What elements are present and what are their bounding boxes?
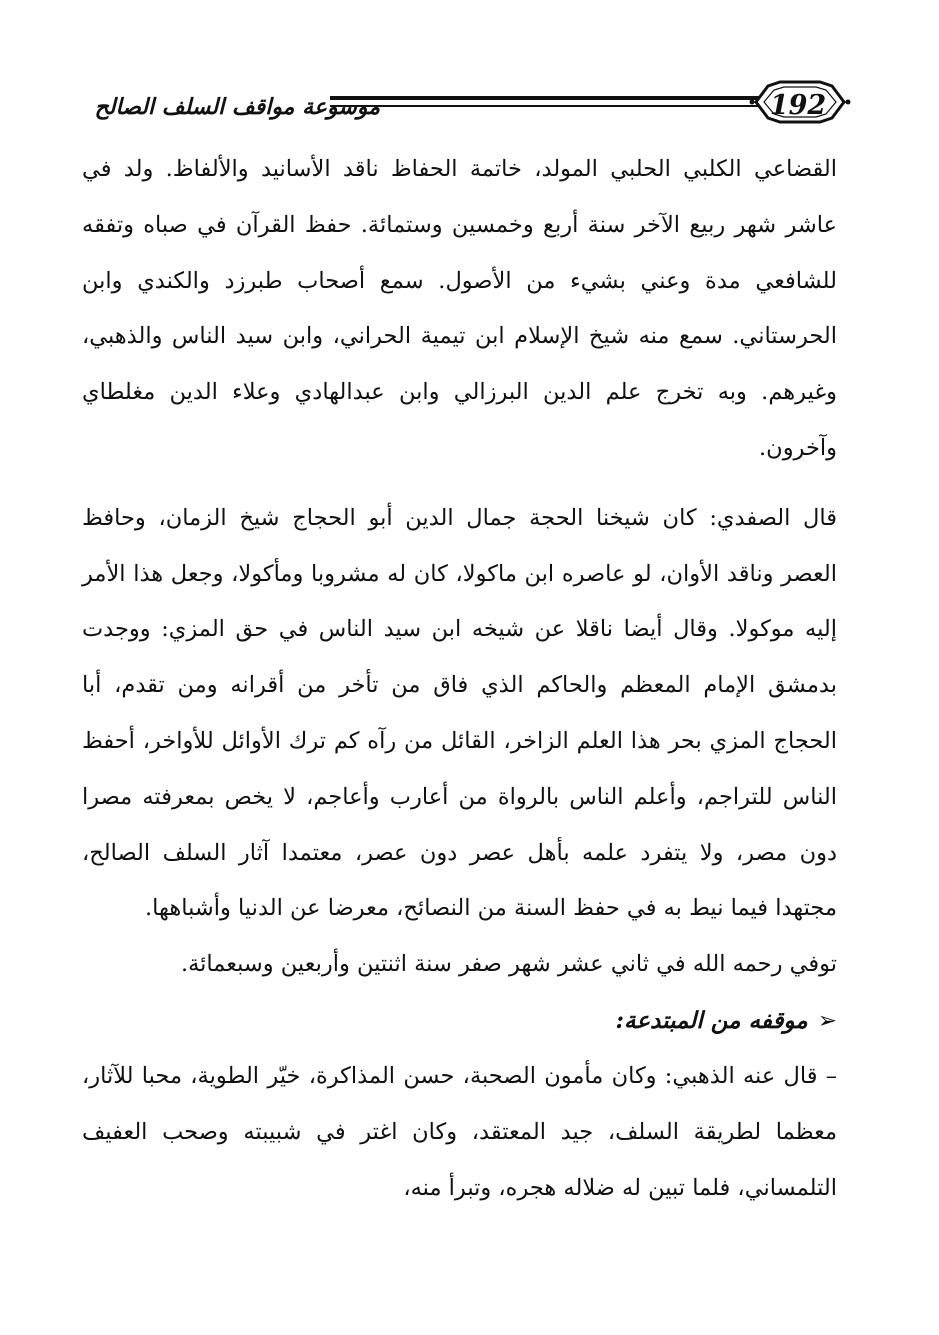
running-title: موسوعة مواقف السلف الصالح [94, 94, 380, 120]
body-text [82, 142, 837, 1216]
page-number: 192 [769, 90, 827, 121]
section-heading [82, 993, 837, 1049]
page-header [80, 72, 860, 142]
paragraph-biography: القضاعي الكلبي الحلبي المولد، خاتمة الحفاظ ناقد الأسانيد والألفاظ. ولد في عاشر شهر ربيع الآخر سنة أربع وخمسين وستمائة. حفظ القرآن في صباه وتفقه للشافعي مدة وعني بشيء من الأصول. سمع أصحاب طبرزد والكندي وابن الحرستاني. سمع منه شيخ الإسلام ابن تيمية الحراني، وابن سيد الناس والذهبي، وغيرهم. وبه تخرج علم الدين البرزالي وابن عبدالهادي وعلاء الدين مغلطاي وآخرون. [82, 156, 837, 461]
section-heading-text: موقفه من المبتدعة: [615, 1006, 808, 1034]
arrow-marker-icon: ➢ [817, 1007, 837, 1034]
paragraph-safadi-quote: قال الصفدي: كان شيخنا الحجة جمال الدين أبو الحجاج شيخ الزمان، وحافظ العصر وناقد الأوان، لو عاصره ابن ماكولا، كان له مشروبا ومأكولا، وجعل هذا الأمر إليه موكولا. وقال أيضا ناقلا عن شيخه ابن سيد الناس في حق المزي: ووجدت بدمشق الإمام المعظم والحاكم الذي فاق من تأخر من أقرانه ومن تقدم، أبا الحجاج المزي بحر هذا العلم الزاخر، القائل من رآه كم ترك الأوائل للأواخر، أحفظ الناس للتراجم، وأعلم الناس بالرواة من أعارب وأعاجم، لا يخص بمعرفته مصرا دون مصر، ولا يتفرد علمه بأهل عصر دون عصر، معتمدا آثار السلف الصالح، مجتهدا فيما نيط به في حفظ السنة من النصائح، معرضا عن الدنيا وأشباهها. [82, 504, 837, 922]
paragraph-dhahabi-quote: – قال عنه الذهبي: وكان مأمون الصحبة، حسن المذاكرة، خيّر الطوية، محبا للآثار، معظما لطريقة السلف، جيد المعتقد، وكان اغتر في شبيبته وصحب العفيف التلمساني، فلما تبين له ضلاله هجره، وتبرأ منه، [82, 1062, 837, 1201]
paragraph-death: توفي رحمه الله في ثاني عشر شهر صفر سنة اثنتين وأربعين وسبعمائة. [180, 951, 837, 978]
